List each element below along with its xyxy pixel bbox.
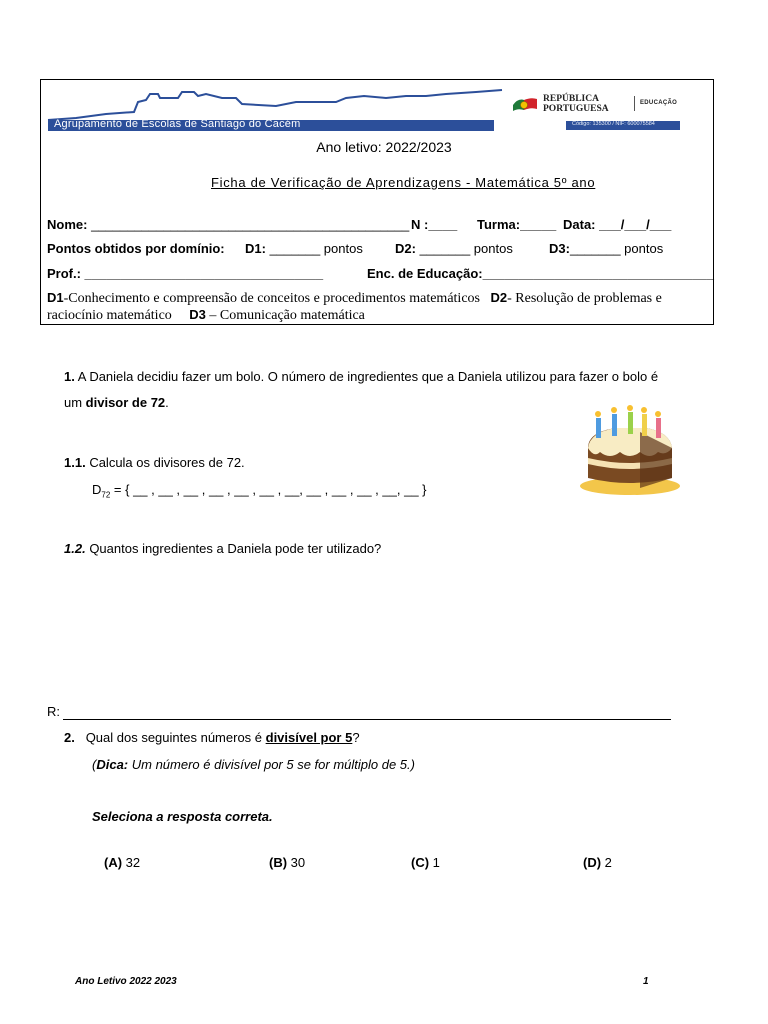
republic-line-1: REPÚBLICA — [543, 94, 599, 104]
option-c-value: 1 — [432, 855, 440, 870]
logo-separator — [634, 96, 635, 111]
question-2-instruction: Seleciona a resposta correta. — [92, 809, 273, 824]
divisors-set-line[interactable] — [92, 482, 427, 500]
question-1-2 — [64, 541, 381, 556]
option-c-label: (C) — [411, 855, 430, 870]
question-2-hint — [92, 757, 415, 772]
question-1-bold: divisor de 72 — [85, 395, 166, 410]
birthday-cake-image — [576, 402, 684, 498]
question-1-line-2 — [64, 395, 169, 410]
sheet-title: Ficha de Verificação de Aprendizagens - Matemática 5º ano — [211, 175, 596, 190]
divisors-set-label: D — [92, 482, 102, 497]
portugal-flag-icon — [512, 96, 538, 112]
name-blank[interactable]: ____________________________________________ — [91, 217, 410, 232]
option-b-label: (B) — [269, 855, 288, 870]
footer-school-year: Ano Letivo 2022 2023 — [75, 976, 177, 987]
d3-points-blank: _______ pontos — [569, 241, 664, 256]
points-label: Pontos obtidos por domínio: — [47, 241, 225, 256]
option-c[interactable] — [411, 855, 440, 870]
guardian-field[interactable]: Enc. de Educação:________________________________ — [367, 266, 714, 281]
domains-description — [47, 290, 707, 324]
class-field[interactable]: Turma:_____ — [477, 217, 557, 232]
question-2-number: 2. — [64, 730, 75, 745]
school-banner-text: Agrupamento de Escolas de Santiago do Cacém — [54, 118, 301, 130]
d2-points-field[interactable] — [395, 241, 513, 256]
d2-points-blank: _______ pontos — [415, 241, 513, 256]
option-a[interactable] — [104, 855, 140, 870]
option-a-label: (A) — [104, 855, 123, 870]
d2-description: - Resolução de problemas e raciocínio matemático — [47, 291, 662, 323]
hint-bold: Dica: — [96, 757, 129, 772]
question-2-text-post: ? — [352, 730, 360, 745]
answer-label: R: — [47, 704, 60, 719]
question-1-2-number: 1.2. — [64, 541, 86, 556]
code-banner-text: Código: 135300 / NIF: 600075584 — [572, 121, 655, 127]
page-number: 1 — [643, 976, 649, 987]
number-field[interactable]: N :____ — [411, 217, 458, 232]
d1-points-label: D1: — [245, 241, 266, 256]
d1-points-blank: _______ pontos — [265, 241, 363, 256]
d1-code: D1 — [47, 290, 64, 305]
name-row — [47, 217, 409, 232]
option-b[interactable] — [269, 855, 305, 870]
option-b-value: 30 — [290, 855, 306, 870]
divisors-set-subscript: 72 — [101, 490, 111, 500]
hint-text: Um número é divisível por 5 se for múltiplo de 5.) — [128, 757, 415, 772]
date-field[interactable]: Data: ___/___/___ — [563, 217, 672, 232]
question-2-bold: divisível por 5 — [265, 730, 353, 745]
question-1-text: A Daniela decidiu fazer um bolo. O número de ingredientes que a Daniela utilizou para fazer o bolo é — [77, 369, 659, 384]
d3-description: – Comunicação matemática — [205, 308, 365, 323]
question-1-1-text: Calcula os divisores de 72. — [89, 455, 245, 470]
republic-line-2: PORTUGUESA — [543, 103, 609, 114]
question-1-text-post: . — [165, 395, 169, 410]
option-d[interactable] — [583, 855, 612, 870]
hint-open: ( — [92, 757, 97, 772]
d3-code: D3 — [189, 307, 206, 322]
question-1-2-text: Quantos ingredientes a Daniela pode ter utilizado? — [89, 541, 382, 556]
teacher-field[interactable]: Prof.: _________________________________ — [47, 266, 324, 281]
question-1-line-1 — [64, 369, 658, 384]
option-a-value: 32 — [125, 855, 141, 870]
republic-department: EDUCAÇÃO — [640, 100, 678, 106]
question-2 — [64, 730, 360, 745]
option-d-value: 2 — [604, 855, 612, 870]
question-1-1 — [64, 455, 245, 470]
d2-points-label: D2: — [395, 241, 416, 256]
name-label: Nome: — [47, 217, 92, 232]
divisors-set-blanks: = { __ , __ , __ , __ , __ , __ , __, __ , __ , __ , __, __ } — [110, 482, 427, 497]
d3-points-label: D3: — [549, 241, 570, 256]
d2-code: D2 — [490, 290, 508, 305]
question-1-number: 1. — [64, 369, 75, 384]
option-d-label: (D) — [583, 855, 602, 870]
question-1-text-pre: um — [64, 395, 86, 410]
d1-description: -Conhecimento e compreensão de conceitos e procedimentos matemáticos — [63, 291, 480, 306]
republic-name — [543, 95, 609, 114]
question-2-text-pre: Qual dos seguintes números é — [85, 730, 266, 745]
school-year-title: Ano letivo: 2022/2023 — [316, 139, 452, 155]
question-1-1-number: 1.1. — [64, 455, 86, 470]
answer-line[interactable] — [63, 719, 671, 720]
d3-points-field[interactable] — [549, 241, 663, 256]
d1-points-field[interactable] — [245, 241, 363, 256]
